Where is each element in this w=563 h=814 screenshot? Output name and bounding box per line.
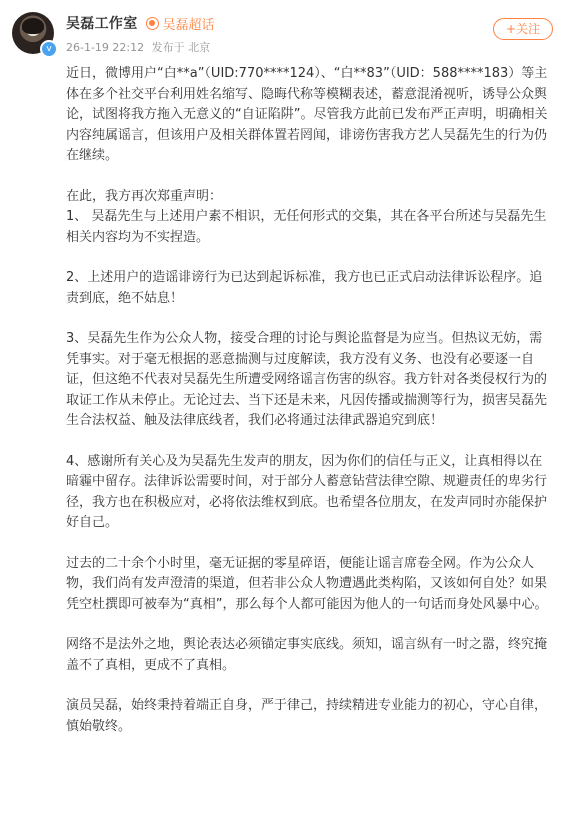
post-body	[66, 64, 552, 737]
paragraph-6: 网络不是法外之地，舆论表达必须锚定事实底线。须知，谣言纵有一时之嚣，终究掩盖不了真相，更成不了真相。	[66, 637, 548, 673]
declare-line: 在此，我方再次郑重声明：	[66, 188, 223, 204]
follow-button[interactable]: +关注	[493, 18, 553, 40]
intro-paragraph: 近日，微博用户“白**a”（UID:770****124）、“白**83”（UID：588****183）等主体在多个社交平台利用姓名缩写、隐晦代称等模糊表述，蓄意混淆视听，诱导公众舆论，试图将我方拖入无意义的“自证陷阱”。尽管我方此前已发布严正声明，明确相关内容纯属谣言，但该用户及相关群体置若罔闻，诽谤伤害我方艺人吴磊先生的行为仍在继续。	[66, 66, 548, 163]
paragraph-5: 过去的二十余个小时里，毫无证据的零星碎语，便能让谣言席卷全网。作为公众人物，我们尚有发声澄清的渠道，但若非公众人物遭遇此类构陷，又该如何自处？如果凭空杜撰即可被奉为“真相”，那么每个人都可能因为他人的一句话而身处风暴中心。	[66, 555, 548, 612]
post-timestamp[interactable]: 26-1-19 22:12	[66, 41, 145, 54]
statement-item-4: 4、感谢所有关心及为吴磊先生发声的朋友，因为你们的信任与正义，让真相得以在暗霾中留存。法律诉讼需要时间，对于部分人蓄意钻营法律空隙、规避责任的卑劣行径，我方也在积极应对，必将依法维权到底。也希望各位朋友，在发声同时亦能保护好自己。	[66, 453, 548, 530]
name-row	[66, 13, 215, 33]
statement-item-3: 3、吴磊先生作为公众人物，接受合理的讨论与舆论监督是为应当。但热议无妨，需凭事实。对于毫无根据的恶意揣测与过度解读，我方没有义务、也没有必要逐一自证，但这绝不代表对吴磊先生所遭受网络谣言伤害的纵容。我方针对各类侵权行为的取证工作从未停止。无论过去、当下还是未来，凡因传播或揣测等行为，损害吴磊先生合法权益、触及法律底线者，我们必将通过法律武器追究到底！	[66, 331, 548, 428]
account-name[interactable]: 吴磊工作室	[66, 16, 138, 32]
paragraph-7: 演员吴磊，始终秉持着端正自身，严于律己，持续精进专业能力的初心，守心自律，慎始敬终。	[66, 698, 548, 734]
post-meta	[66, 39, 214, 55]
statement-item-1: 1、 吴磊先生与上述用户素不相识，无任何形式的交集，其在各平台所述与吴磊先生相关内容均为不实捏造。	[66, 209, 547, 245]
verified-badge-icon: v	[40, 40, 58, 58]
post-source: 发布于 北京	[151, 41, 211, 54]
post-header	[0, 0, 563, 60]
statement-item-2: 2、上述用户的造谣诽谤行为已达到起诉标准，我方也已正式启动法律诉讼程序。追责到底，绝不姑息！	[66, 270, 543, 306]
chaohua-icon	[146, 17, 159, 30]
chaohua-link[interactable]: 吴磊超话	[162, 17, 215, 33]
